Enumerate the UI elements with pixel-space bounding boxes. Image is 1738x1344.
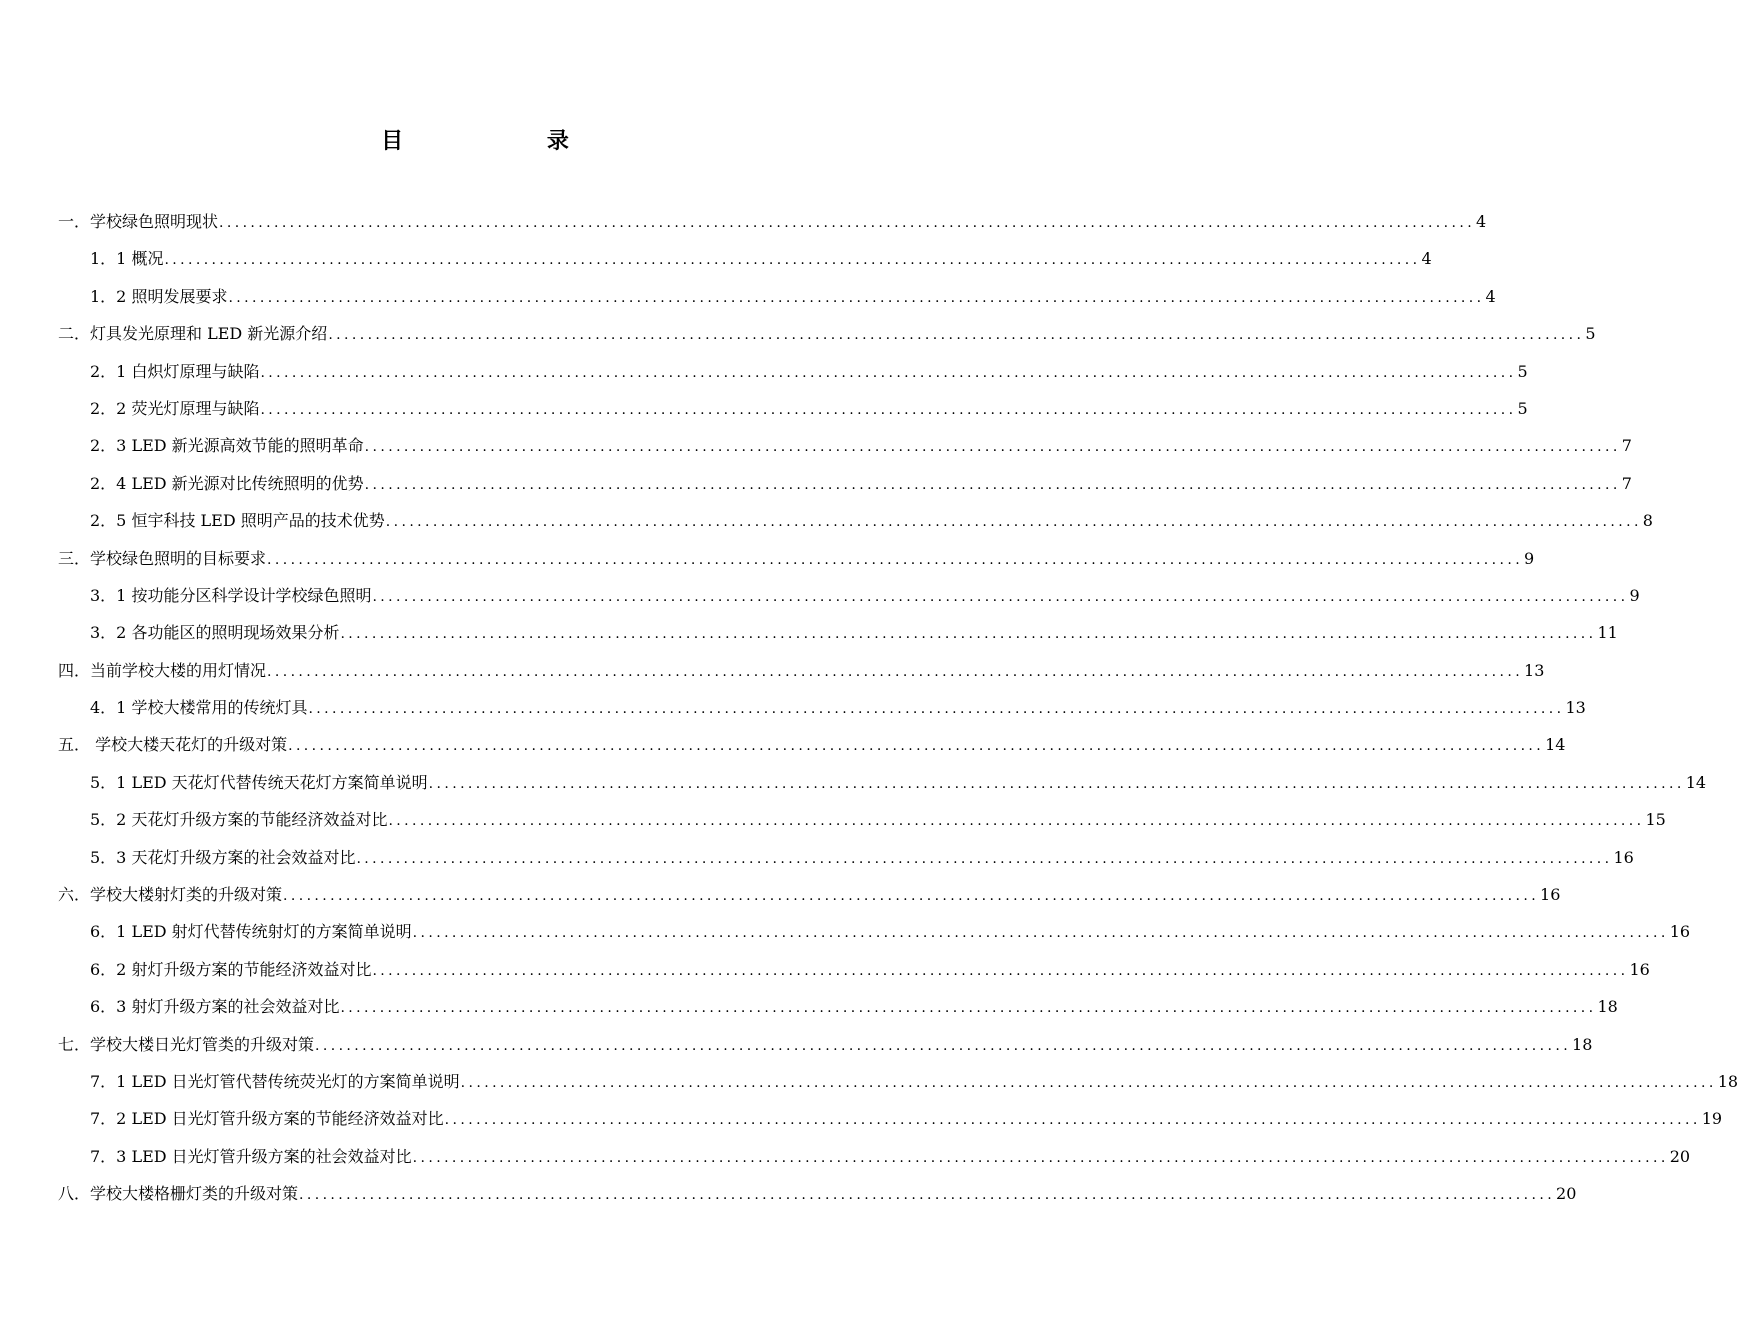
toc-dot-leader: ................................................................................................................................................................ [260, 401, 1517, 418]
toc-entry-text: 3．1 按功能分区科学设计学校绿色照明 [90, 585, 372, 605]
toc-entry-text: 2．5 恒宇科技 LED 照明产品的技术优势 [90, 511, 385, 531]
toc-entry[interactable] [58, 801, 1666, 838]
toc-page-number: 16 [1629, 959, 1650, 979]
toc-dot-leader: ................................................................................................................................................................ [219, 215, 1476, 231]
toc-dot-leader: ................................................................................................................................................................ [364, 439, 1621, 456]
toc-dot-leader: ................................................................................................................................................................ [388, 813, 1645, 830]
toc-entry[interactable] [58, 1138, 1691, 1175]
toc-entry[interactable] [58, 988, 1618, 1025]
toc-dot-leader: ................................................................................................................................................................ [356, 850, 1613, 867]
table-of-contents [58, 203, 1738, 1213]
toc-page-number: 20 [1556, 1184, 1577, 1204]
toc-entry-text: 7．2 LED 日光灯管升级方案的节能经济效益对比 [90, 1109, 444, 1129]
toc-entry-text: 4．1 学校大楼常用的传统灯具 [90, 698, 308, 718]
toc-page-number: 16 [1613, 847, 1634, 867]
toc-dot-leader: ................................................................................................................................................................ [428, 775, 1685, 792]
toc-entry-text: 7．3 LED 日光灯管升级方案的社会效益对比 [90, 1146, 412, 1166]
toc-entry[interactable] [58, 577, 1640, 614]
toc-dot-leader: ................................................................................................................................................................ [260, 364, 1517, 381]
toc-entry[interactable] [58, 913, 1691, 950]
toc-dot-leader: ................................................................................................................................................................ [460, 1074, 1717, 1091]
toc-entry[interactable] [58, 951, 1650, 988]
toc-entry[interactable] [58, 839, 1634, 876]
toc-title: 目 录 [381, 129, 637, 154]
toc-entry[interactable] [58, 614, 1618, 651]
toc-page-number: 11 [1597, 623, 1618, 643]
toc-entry[interactable] [58, 1026, 1593, 1063]
toc-dot-leader: ................................................................................................................................................................ [308, 701, 1565, 718]
toc-entry[interactable] [58, 540, 1535, 577]
toc-entry-text: 二．灯具发光原理和 LED 新光源介绍 [58, 324, 328, 344]
toc-entry[interactable] [58, 315, 1596, 352]
toc-page-number: 5 [1517, 398, 1528, 418]
toc-dot-leader: ................................................................................................................................................................ [340, 1000, 1597, 1017]
toc-dot-leader: ................................................................................................................................................................ [267, 663, 1524, 680]
toc-entry[interactable] [58, 652, 1545, 689]
toc-page-number: 4 [1421, 249, 1432, 269]
toc-page-number: 16 [1540, 885, 1561, 905]
toc-entry-text: 1．2 照明发展要求 [90, 286, 228, 306]
toc-entry-text: 2．4 LED 新光源对比传统照明的优势 [90, 473, 364, 493]
toc-page-number: 7 [1621, 436, 1632, 456]
toc-page-number: 4 [1485, 286, 1496, 306]
toc-dot-leader: ................................................................................................................................................................ [444, 1112, 1701, 1129]
toc-entry-text: 7．1 LED 日光灯管代替传统荧光灯的方案简单说明 [90, 1071, 460, 1091]
toc-entry-text: 2．2 荧光灯原理与缺陷 [90, 398, 260, 418]
toc-dot-leader: ................................................................................................................................................................ [340, 626, 1597, 643]
toc-entry[interactable] [58, 764, 1707, 801]
toc-page-number: 20 [1669, 1146, 1691, 1166]
toc-dot-leader: ................................................................................................................................................................ [283, 888, 1540, 905]
toc-dot-leader: ................................................................................................................................................................ [412, 1149, 1669, 1166]
toc-entry[interactable] [58, 203, 1487, 240]
toc-entry-text: 5．2 天花灯升级方案的节能经济效益对比 [90, 810, 388, 830]
toc-entry[interactable] [58, 353, 1528, 390]
toc-page-number: 9 [1629, 585, 1640, 605]
toc-entry[interactable] [58, 390, 1528, 427]
toc-entry-text: 2．3 LED 新光源高效节能的照明革命 [90, 436, 364, 456]
toc-page-number: 13 [1524, 660, 1545, 680]
toc-entry-text: 一．学校绿色照明现状 [58, 212, 219, 231]
toc-entry[interactable] [58, 427, 1632, 464]
toc-page-number: 14 [1685, 772, 1707, 792]
toc-entry[interactable] [58, 1175, 1577, 1212]
toc-page-number: 5 [1517, 361, 1528, 381]
toc-entry-text: 6．3 射灯升级方案的社会效益对比 [90, 997, 340, 1017]
toc-entry[interactable] [58, 240, 1432, 277]
toc-entry-text: 八．学校大楼格栅灯类的升级对策 [58, 1184, 299, 1204]
toc-page-number: 16 [1669, 922, 1691, 942]
toc-entry-text: 三．学校绿色照明的目标要求 [58, 548, 267, 568]
toc-page-number: 15 [1645, 810, 1666, 830]
toc-entry-text: 5．1 LED 天花灯代替传统天花灯方案简单说明 [90, 772, 428, 792]
toc-dot-leader: ................................................................................................................................................................ [328, 327, 1585, 344]
toc-page-number: 18 [1597, 997, 1618, 1017]
toc-entry-text: 3．2 各功能区的照明现场效果分析 [90, 623, 340, 643]
toc-dot-leader: ................................................................................................................................................................ [412, 925, 1669, 942]
toc-dot-leader: ................................................................................................................................................................ [164, 252, 1421, 269]
toc-entry-text: 6．2 射灯升级方案的节能经济效益对比 [90, 959, 372, 979]
toc-dot-leader: ................................................................................................................................................................ [299, 1187, 1556, 1204]
toc-entry[interactable] [58, 278, 1496, 315]
toc-page-number: 18 [1572, 1034, 1593, 1054]
toc-entry-text: 五． 学校大楼天花灯的升级对策 [58, 735, 288, 755]
toc-page-number: 8 [1642, 511, 1653, 531]
toc-dot-leader: ................................................................................................................................................................ [315, 1037, 1572, 1054]
toc-dot-leader: ................................................................................................................................................................ [385, 514, 1642, 531]
toc-page-number: 18 [1717, 1071, 1738, 1091]
toc-entry-text: 6．1 LED 射灯代替传统射灯的方案简单说明 [90, 922, 412, 942]
toc-page-number: 7 [1621, 473, 1632, 493]
toc-dot-leader: ................................................................................................................................................................ [372, 588, 1629, 605]
toc-page-number: 19 [1701, 1109, 1723, 1129]
toc-page-number: 9 [1524, 548, 1535, 568]
toc-dot-leader: ................................................................................................................................................................ [364, 476, 1621, 493]
toc-entry[interactable] [58, 502, 1653, 539]
toc-entry[interactable] [58, 876, 1561, 913]
toc-entry[interactable] [58, 689, 1586, 726]
toc-entry-text: 六．学校大楼射灯类的升级对策 [58, 885, 283, 905]
toc-entry-text: 1．1 概况 [90, 249, 164, 269]
toc-page-number: 5 [1585, 324, 1596, 344]
toc-page-number: 13 [1565, 698, 1586, 718]
toc-entry-text: 四．当前学校大楼的用灯情况 [58, 660, 267, 680]
toc-entry-text: 2．1 白炽灯原理与缺陷 [90, 361, 260, 381]
toc-dot-leader: ................................................................................................................................................................ [372, 962, 1629, 979]
toc-page-number: 4 [1476, 212, 1487, 231]
toc-entry[interactable] [58, 1063, 1738, 1100]
toc-page-number: 14 [1545, 735, 1566, 755]
toc-dot-leader: ................................................................................................................................................................ [228, 289, 1485, 306]
toc-entry[interactable] [58, 465, 1632, 502]
toc-entry-text: 七．学校大楼日光灯管类的升级对策 [58, 1034, 315, 1054]
toc-entry-text: 5．3 天花灯升级方案的社会效益对比 [90, 847, 356, 867]
toc-dot-leader: ................................................................................................................................................................ [267, 551, 1524, 568]
toc-entry[interactable] [58, 726, 1566, 763]
toc-entry[interactable] [58, 1100, 1723, 1137]
toc-dot-leader: ................................................................................................................................................................ [288, 738, 1545, 755]
